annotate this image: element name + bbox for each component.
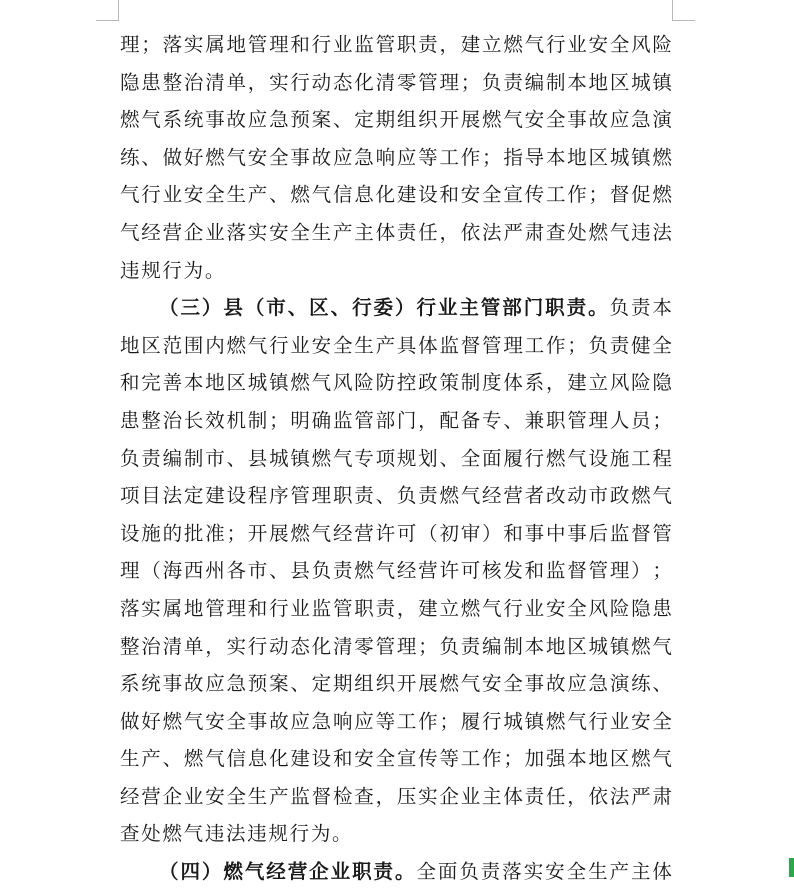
document-body bbox=[120, 26, 672, 891]
text-line: 违 规 行 为 。 bbox=[120, 258, 225, 282]
text-line: 气 行 业 安 全 生 产 、 燃 气 信 息 化 建 设 和 安 全 宣 传 工 作 ； 督 促 燃 bbox=[120, 183, 672, 207]
text-line: 系 统 事 故 应 急 预 案 、 定 期 组 织 开 展 燃 气 安 全 事 故 应 急 演 练 、 bbox=[120, 672, 672, 696]
paragraph-heading-line: （ 四 ） 燃 气 经 营 企 业 职 责 。 全 面 负 责 落 实 安 全 生 产 主 体 bbox=[159, 860, 672, 884]
text-line: 气 经 营 企 业 落 实 安 全 生 产 主 体 责 任 ， 依 法 严 肃 查 处 燃 气 违 法 bbox=[120, 220, 672, 244]
text-line: 理 （ 海 西 州 各 市 、 县 负 责 燃 气 经 营 许 可 核 发 和 监 督 管 理 ） ； bbox=[120, 559, 672, 583]
text-line: 隐 患 整 治 清 单 ， 实 行 动 态 化 清 零 管 理 ； 负 责 编 制 本 地 区 城 镇 bbox=[120, 70, 672, 94]
text-line: 理 ； 落 实 属 地 管 理 和 行 业 监 管 职 责 ， 建 立 燃 气 行 业 安 全 风 险 bbox=[120, 33, 672, 56]
paragraph-heading-line: （ 三 ） 县 （ 市 、 区 、 行 委 ） 行 业 主 管 部 门 职 责 。 负 责 本 bbox=[159, 296, 672, 320]
text-line: 患 整 治 长 效 机 制 ； 明 确 监 管 部 门 ， 配 备 专 、 兼 职 管 理 人 员 ； bbox=[120, 408, 672, 432]
text-line: 项 目 法 定 建 设 程 序 管 理 职 责 、 负 责 燃 气 经 营 者 改 动 市 政 燃 气 bbox=[120, 484, 672, 508]
text-line: 地 区 范 围 内 燃 气 行 业 安 全 生 产 具 体 监 督 管 理 工 作 ； 负 责 健 全 bbox=[120, 333, 672, 357]
text-line: 做 好 燃 气 安 全 事 故 应 急 响 应 等 工 作 ； 履 行 城 镇 燃 气 行 业 安 全 bbox=[120, 709, 672, 733]
text-line: 和 完 善 本 地 区 城 镇 燃 气 风 险 防 控 政 策 制 度 体 系 ， 建 立 风 险 隐 bbox=[120, 371, 672, 395]
text-line: 落 实 属 地 管 理 和 行 业 监 管 职 责 ， 建 立 燃 气 行 业 安 全 风 险 隐 患 bbox=[120, 596, 672, 620]
text-line: 设 施 的 批 准 ； 开 展 燃 气 经 营 许 可 （ 初 审 ） 和 事 中 事 后 监 督 管 bbox=[120, 521, 672, 545]
text-line: 燃 气 系 统 事 故 应 急 预 案 、 定 期 组 织 开 展 燃 气 安 全 事 故 应 急 演 bbox=[120, 108, 672, 132]
scroll-edge-indicator bbox=[789, 858, 794, 877]
top-left-margin-mark bbox=[96, 0, 119, 21]
text-line: 查 处 燃 气 违 法 违 规 行 为 。 bbox=[120, 822, 352, 846]
text-line: 练 、 做 好 燃 气 安 全 事 故 应 急 响 应 等 工 作 ； 指 导 本 地 区 城 镇 燃 bbox=[120, 145, 672, 169]
top-right-margin-mark bbox=[672, 0, 695, 21]
text-line: 整 治 清 单 ， 实 行 动 态 化 清 零 管 理 ； 负 责 编 制 本 地 区 城 镇 燃 气 bbox=[120, 634, 672, 658]
text-line: 生 产 、 燃 气 信 息 化 建 设 和 安 全 宣 传 等 工 作 ； 加 强 本 地 区 燃 气 bbox=[120, 747, 672, 771]
text-line: 负 责 编 制 市 、 县 城 镇 燃 气 专 项 规 划 、 全 面 履 行 燃 气 设 施 工 程 bbox=[120, 446, 672, 470]
text-line: 经 营 企 业 安 全 生 产 监 督 检 查 ， 压 实 企 业 主 体 责 任 ， 依 法 严 肃 bbox=[120, 784, 672, 808]
